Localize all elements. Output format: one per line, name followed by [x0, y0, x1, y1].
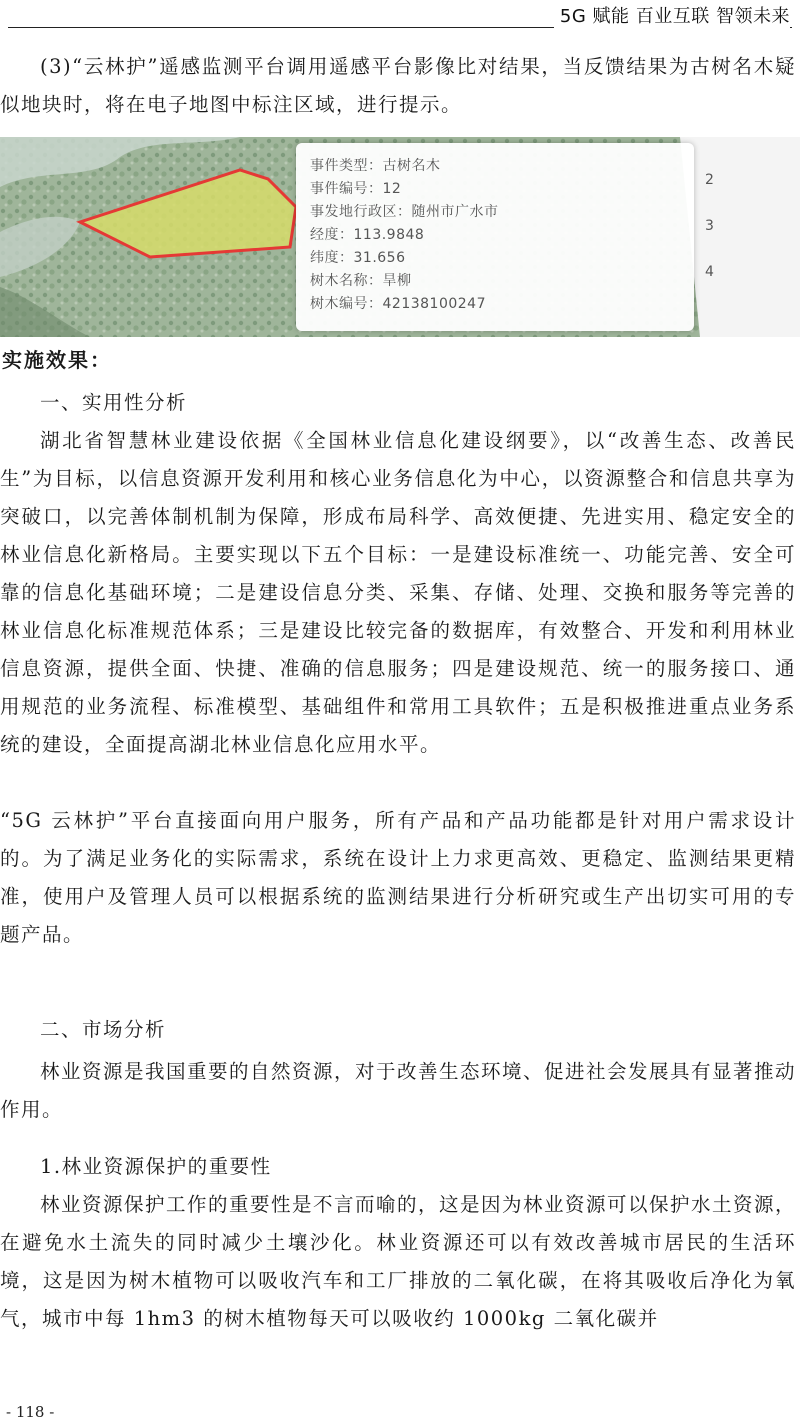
paragraph-platform: “5G 云林护”平台直接面向用户服务，所有产品和产品功能都是针对用户需求设计的。为了满足业务化的实际需求，系统在设计上力求更高效、更稳定、监测结果更精准，使用户及管理人员可以根据系统的监测结果进行分析研究或生产出切实可用的专题产品。	[0, 809, 796, 946]
event-info-popup	[296, 143, 694, 331]
popup-latitude: 纬度：31.656	[310, 250, 406, 266]
side-number: 3	[705, 218, 714, 234]
popup-tree-name: 树木名称：旱柳	[310, 273, 412, 289]
paragraph-protection: 林业资源保护工作的重要性是不言而喻的，这是因为林业资源可以保护水土资源，在避免水土流失的同时减少土壤沙化。林业资源还可以有效改善城市居民的生活环境，这是因为树木植物可以吸收汽车和工厂排放的二氧化碳，在将其吸收后净化为氧气，城市中每 1hm3 的树木植物每天可以吸收约 1000kg 二氧化碳并	[0, 1193, 797, 1330]
paragraph-goals: 湖北省智慧林业建设依据《全国林业信息化建设纲要》，以“改善生态、改善民生”为目标，以信息资源开发利用和核心业务信息化为中心，以资源整合和信息共享为突破口，以完善体制机制为保障，形成布局科学、高效便捷、先进实用、稳定安全的林业信息化新格局。主要实现以下五个目标：一是建设标准统一、功能完善、安全可靠的信息化基础环境；二是建设信息分类、采集、存储、处理、交换和服务等完善的林业信息化标准规范体系；三是建设比较完备的数据库，有效整合、开发和利用林业信息资源，提供全面、快捷、准确的信息服务；四是建设规范、统一的服务接口、通用规范的业务流程、标准模型、基础组件和常用工具软件；五是积极推进重点业务系统的建设，全面提高湖北林业信息化应用水平。	[0, 429, 796, 756]
header-title: 5G 赋能 百业互联 智领未来	[554, 2, 790, 28]
popup-longitude: 经度：113.9848	[310, 227, 425, 243]
satellite-map	[0, 137, 800, 337]
popup-tree-id: 树木编号：42138100247	[310, 296, 486, 312]
side-number: 2	[705, 172, 714, 188]
heading-practicality: 一、实用性分析	[40, 391, 188, 414]
popup-region: 事发地行政区：随州市广水市	[310, 204, 499, 220]
popup-event-type: 事件类型：古树名木	[310, 158, 441, 174]
popup-event-id: 事件编号：12	[310, 181, 402, 197]
page-number: - 118 -	[6, 1403, 55, 1421]
heading-importance: 1.林业资源保护的重要性	[40, 1155, 272, 1178]
paragraph-resources: 林业资源是我国重要的自然资源，对于改善生态环境、促进社会发展具有显著推动作用。	[0, 1060, 797, 1121]
intro-paragraph: (3)“云林护”遥感监测平台调用遥感平台影像比对结果，当反馈结果为古树名木疑似地块时，将在电子地图中标注区域，进行提示。	[0, 55, 796, 116]
side-number-list	[705, 157, 714, 295]
section-title: 实施效果：	[2, 348, 112, 372]
side-number: 4	[705, 264, 714, 280]
heading-market: 二、市场分析	[40, 1018, 167, 1041]
